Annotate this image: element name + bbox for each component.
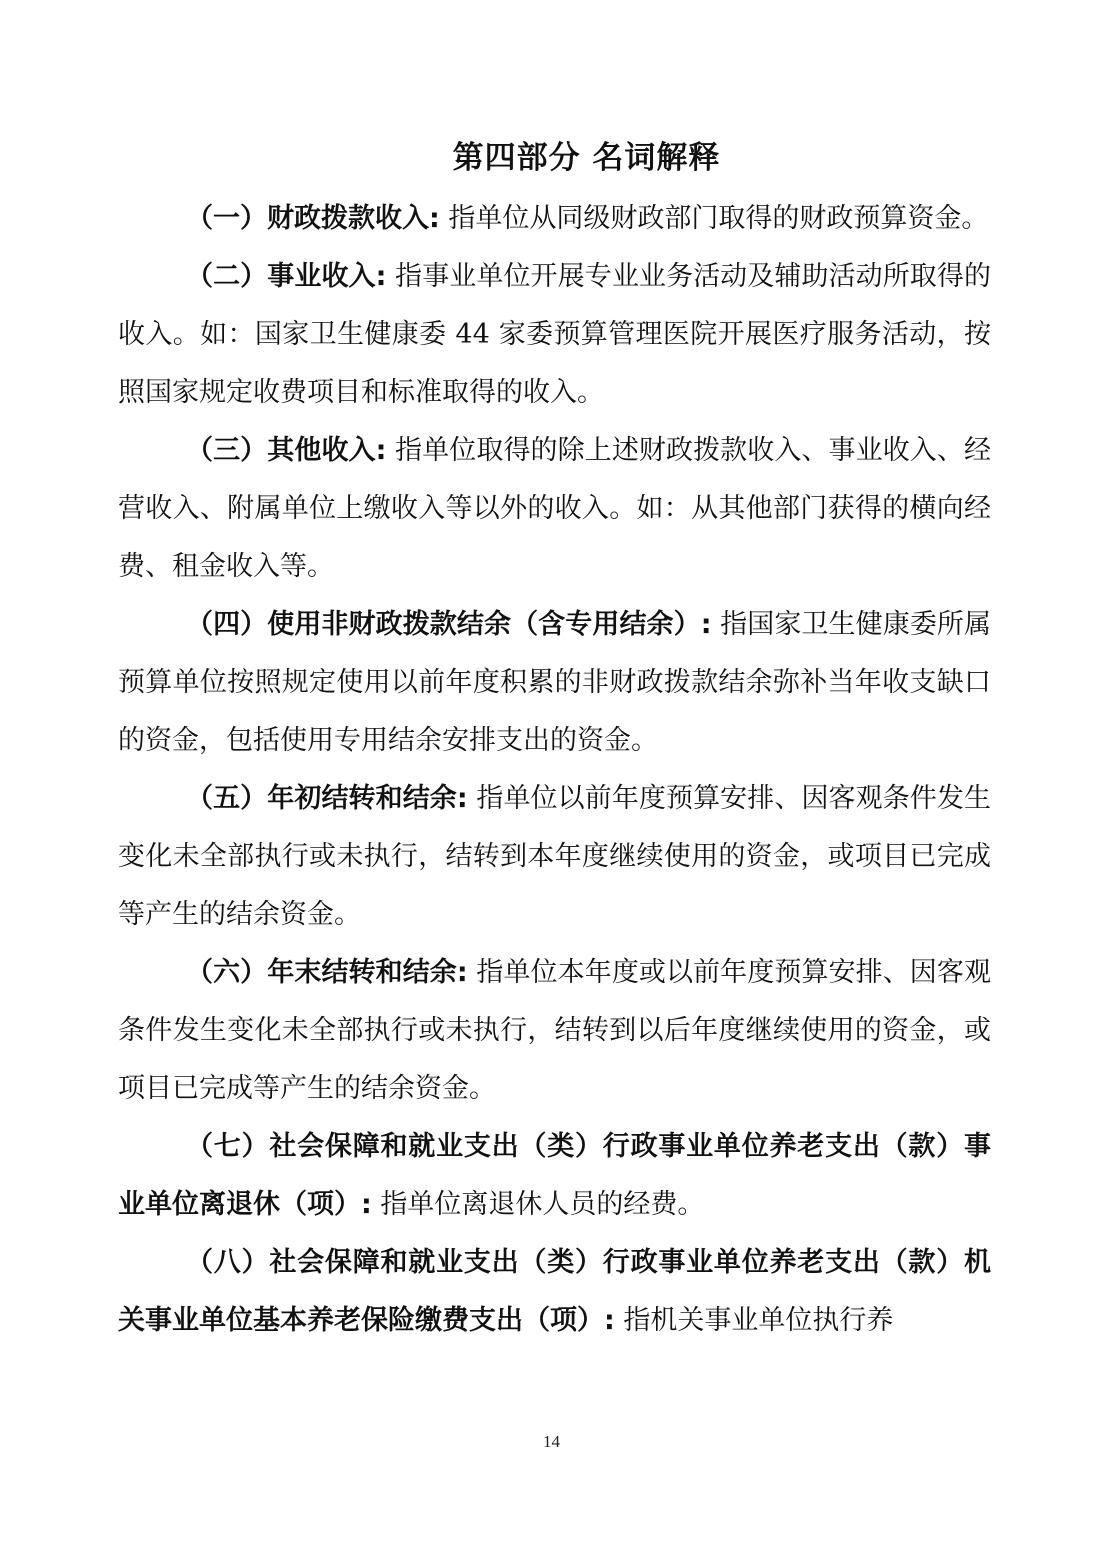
glossary-entry-4 bbox=[118, 596, 991, 770]
glossary-term: （四）使用非财政拨款结余（含专用结余）: bbox=[186, 609, 712, 640]
glossary-term: （六）年末结转和结余: bbox=[186, 957, 468, 988]
glossary-definition: 指单位以前年度预算安排、因客观条件发生变化未全部执行或未执行，结转到本年度继续使用的资金，或项目已完成等产生的结余资金。 bbox=[118, 783, 991, 930]
glossary-entry-1 bbox=[118, 190, 991, 248]
glossary-entry-3 bbox=[118, 422, 991, 596]
glossary-term: （三）其他收入: bbox=[186, 435, 387, 466]
glossary-entry-5 bbox=[118, 770, 991, 944]
glossary-definition: 指事业单位开展专业业务活动及辅助活动所取得的收入。如：国家卫生健康委 44 家委预算管理医院开展医疗服务活动，按照国家规定收费项目和标准取得的收入。 bbox=[118, 261, 991, 408]
glossary-term: （五）年初结转和结余: bbox=[186, 783, 468, 814]
glossary-definition: 指机关事业单位执行养 bbox=[614, 1305, 894, 1336]
glossary-entry-6 bbox=[118, 944, 991, 1118]
section-title: 第四部分 名词解释 bbox=[452, 140, 721, 176]
glossary-entry-8 bbox=[118, 1234, 991, 1350]
glossary-definition: 指单位从同级财政部门取得的财政预算资金。 bbox=[439, 203, 989, 234]
glossary-term: （七）社会保障和就业支出（类）行政事业单位养老支出（款）事业单位离退休（项）: bbox=[118, 1131, 991, 1220]
page-number: 14 bbox=[543, 1432, 560, 1451]
glossary-term: （一）财政拨款收入: bbox=[186, 203, 440, 234]
glossary-entry-2 bbox=[118, 248, 991, 422]
glossary-definition: 指单位取得的除上述财政拨款收入、事业收入、经营收入、附属单位上缴收入等以外的收入。如：从其他部门获得的横向经费、租金收入等。 bbox=[118, 435, 991, 582]
glossary-definition: 指单位本年度或以前年度预算安排、因客观条件发生变化未全部执行或未执行，结转到以后年度继续使用的资金，或项目已完成等产生的结余资金。 bbox=[118, 957, 991, 1104]
glossary-definition: 指单位离退休人员的经费。 bbox=[371, 1189, 705, 1220]
glossary-definition: 指国家卫生健康委所属预算单位按照规定使用以前年度积累的非财政拨款结余弥补当年收支缺口的资金，包括使用专用结余安排支出的资金。 bbox=[118, 609, 991, 756]
glossary-entry-7 bbox=[118, 1118, 991, 1234]
glossary-term: （二）事业收入: bbox=[186, 261, 387, 292]
glossary-body bbox=[118, 190, 991, 1350]
glossary-term: （八）社会保障和就业支出（类）行政事业单位养老支出（款）机关事业单位基本养老保险缴费支出（项）: bbox=[118, 1247, 991, 1336]
